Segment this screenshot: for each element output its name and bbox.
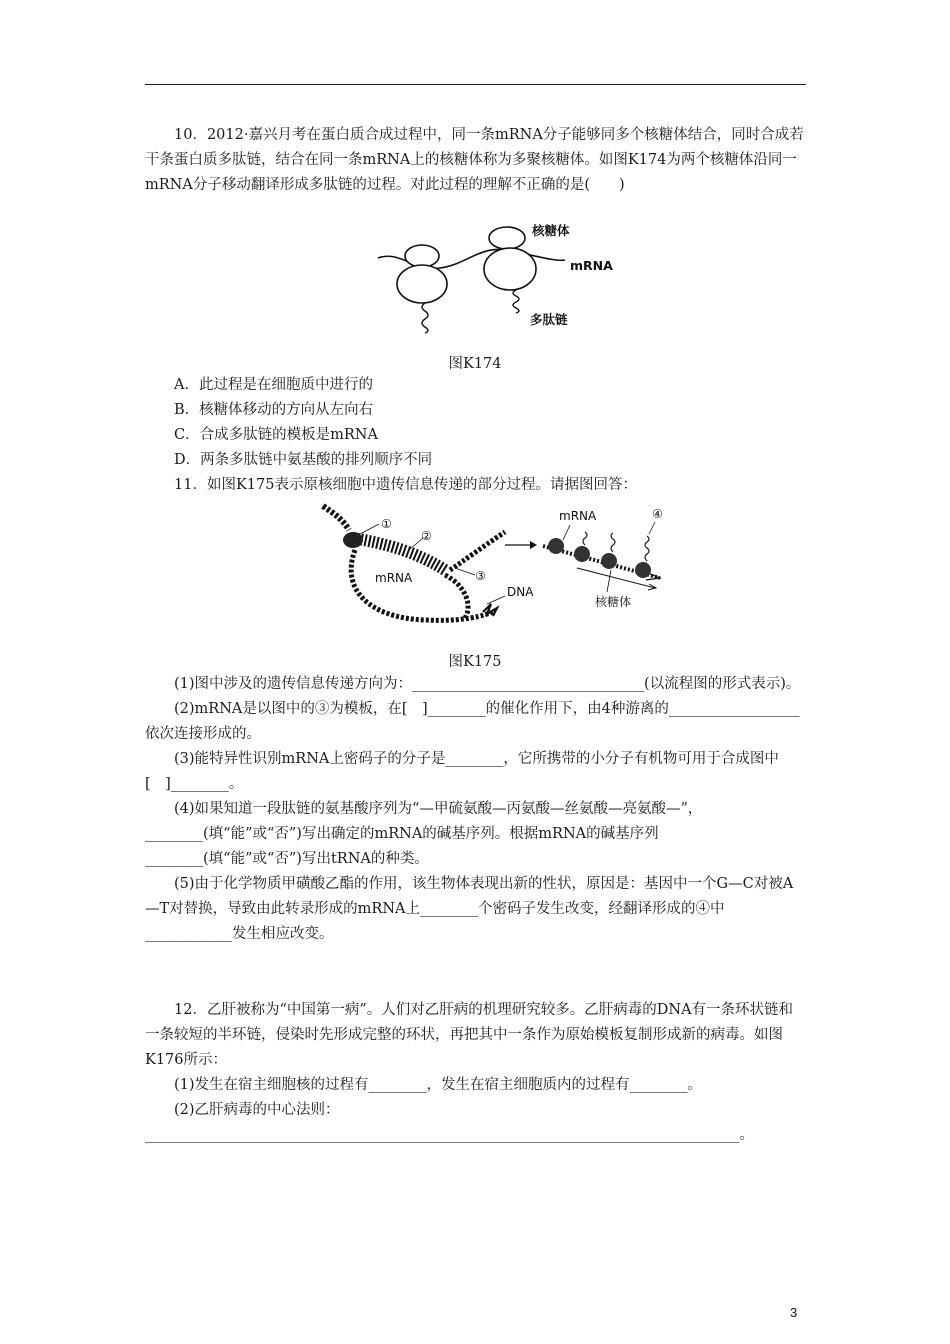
ribosome-r1 [548, 538, 564, 554]
question-11-sub-3: (3)能特异性识别mRNA上密码子的分子是________，它所携带的小分子有机物可用于合成图中[ ]________。 [145, 751, 779, 792]
question-12 [145, 998, 806, 1148]
option-c: C．合成多肽链的模板是mRNA [174, 427, 378, 443]
question-11-sub-4: (4)如果知道一段肽链的氨基酸序列为“—甲硫氨酸—丙氨酸—丝氨酸—亮氨酸—”，________(填“能”或“否”)写出确定的mRNA的碱基序列。根据mRNA的碱基序列________(填“能”或“否”)写出tRNA的种类。 [145, 801, 703, 867]
figure-k174-caption: 图K174 [448, 356, 502, 372]
question-11-subquestions [145, 672, 806, 947]
question-11-text: 11．如图K175表示原核细胞中遗传信息传递的部分过程。请据图回答： [174, 477, 637, 493]
label-4: ④ [652, 507, 663, 521]
option-d: D．两条多肽链中氨基酸的排列顺序不同 [174, 452, 433, 468]
dna-end [483, 604, 497, 616]
leader-3 [455, 568, 475, 575]
label-ribosome: 核糖体 [532, 223, 570, 238]
ribosome-r2 [574, 546, 590, 562]
label-1: ① [381, 517, 392, 531]
label-2: ② [421, 529, 432, 543]
polypeptide-right [513, 290, 519, 313]
ribosome-large-left [397, 265, 447, 303]
leader-4 [649, 522, 655, 534]
dna-strand-upper [450, 532, 505, 570]
label-mrna-right: mRNA [559, 509, 597, 523]
figure-k175-caption: 图K175 [448, 654, 502, 670]
ribosome-r3 [601, 553, 617, 569]
process-arrow-head [530, 541, 537, 549]
question-12-text: 12．乙肝被称为“中国第一病”。人们对乙肝病的机理研究较多。乙肝病毒的DNA有一条环状链和一条较短的半环链，侵染时先形成完整的环状，再把其中一条作为原始模板复制形成新的病毒。如图K176所示： [145, 1002, 794, 1068]
leader-ribosome [607, 570, 611, 592]
option-b: B．核糖体移动的方向从左向右 [174, 402, 374, 418]
peptide-r2 [583, 532, 587, 545]
leader-mrna-right [563, 525, 570, 540]
peptide-r3 [611, 533, 615, 552]
ribosome-large-right [484, 248, 536, 290]
label-mrna-left: mRNA [375, 571, 413, 585]
label-ribosome-right: 核糖体 [595, 595, 632, 609]
ribosome-small-left [405, 245, 439, 267]
leader-1 [360, 524, 379, 534]
figure-k175 [315, 500, 685, 635]
question-10-text: 10．2012·嘉兴月考在蛋白质合成过程中，同一条mRNA分子能够同多个核糖体结合，同时合成若干条蛋白质多肽链，结合在同一条mRNA上的核糖体称为多聚核糖体。如图K174为两个核糖体沿同一mRNA分子移动翻译形成多肽链的过程。对此过程的理解不正确的是( ) [145, 127, 804, 193]
question-12-sub-2: (2)乙肝病毒的中心法则：__________________________________________________________________________________。 [145, 1102, 754, 1143]
ribosome-small-right [489, 227, 525, 249]
question-12-sub-1: (1)发生在宿主细胞核的过程有________，发生在宿主细胞质内的过程有________。 [174, 1077, 703, 1093]
figure-k174 [370, 220, 630, 335]
question-11 [145, 473, 806, 498]
leader-dna [487, 596, 505, 604]
header-rule [145, 84, 806, 85]
question-10-options [145, 373, 806, 473]
rna-polymerase [343, 532, 363, 548]
dna-strand-top [323, 506, 349, 530]
page-number: 3 [790, 1305, 798, 1320]
ribosome-r4 [635, 562, 651, 578]
label-polypeptide: 多肽链 [530, 312, 568, 327]
option-a: A．此过程是在细胞质中进行的 [174, 377, 373, 393]
template-strand [445, 575, 468, 618]
question-10 [145, 123, 806, 198]
label-mrna: mRNA [570, 258, 613, 273]
label-dna: DNA [507, 585, 534, 599]
question-11-sub-2: (2)mRNA是以图中的③为模板，在[ ]________的催化作用下，由4种游离的__________________依次连接形成的。 [145, 701, 800, 742]
peptide-r4 [645, 536, 649, 561]
polypeptide-left [422, 303, 428, 333]
question-11-sub-1: (1)图中涉及的遗传信息传递方向为：________________________________(以流程图的形式表示)。 [174, 676, 801, 692]
label-3: ③ [475, 569, 486, 583]
question-11-sub-5: (5)由于化学物质甲磺酸乙酯的作用，该生物体表现出新的性状，原因是：基因中一个G—C对被A—T对替换，导致由此转录形成的mRNA上________个密码子发生改变，经翻译形成的④中____________发生相应改变。 [145, 876, 794, 942]
